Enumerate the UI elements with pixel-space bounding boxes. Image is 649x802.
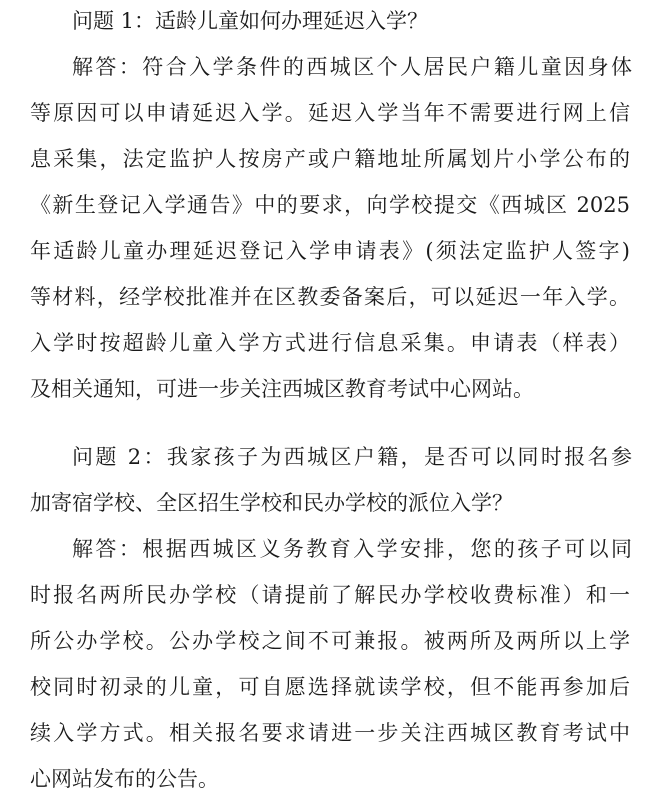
answer-1-line-8: 及相关通知，可进一步关注西城区教育考试中心网站。 <box>30 377 534 401</box>
answer-2-line-4: 校同时初录的儿童，可自愿选择就读学校，但不能再参加后 <box>30 675 630 699</box>
answer-1-line-2: 等原因可以申请延迟入学。延迟入学当年不需要进行网上信 <box>30 101 630 125</box>
answer-2-line-1: 解答：根据西城区义务教育入学安排，您的孩子可以同 <box>72 537 632 561</box>
answer-1-line-5: 年适龄儿童办理延迟登记入学申请表》(须法定监护人签字) <box>30 239 630 263</box>
question-2-line-1: 问题 2：我家孩子为西城区户籍，是否可以同时报名参 <box>72 445 632 469</box>
answer-1-line-1: 解答：符合入学条件的西城区个人居民户籍儿童因身体 <box>72 55 632 79</box>
answer-2-line-6: 心网站发布的公告。 <box>30 767 219 791</box>
answer-1-line-6: 等材料，经学校批准并在区教委备案后，可以延迟一年入学。 <box>30 285 630 309</box>
question-2-line-2: 加寄宿学校、全区招生学校和民办学校的派位入学？ <box>30 491 513 515</box>
answer-1-line-4: 《新生登记入学通告》中的要求，向学校提交《西城区 2025 <box>30 193 630 217</box>
question-1-line-1: 问题 1：适龄儿童如何办理延迟入学？ <box>72 9 429 33</box>
answer-1-line-7: 入学时按超龄儿童入学方式进行信息采集。申请表（样表） <box>30 331 630 355</box>
answer-2-line-3: 所公办学校。公办学校之间不可兼报。被两所及两所以上学 <box>30 629 630 653</box>
answer-2-line-2: 时报名两所民办学校（请提前了解民办学校收费标准）和一 <box>30 583 630 607</box>
answer-1-line-3: 息采集，法定监护人按房产或户籍地址所属划片小学公布的 <box>30 147 630 171</box>
answer-2-line-5: 续入学方式。相关报名要求请进一步关注西城区教育考试中 <box>30 721 630 745</box>
